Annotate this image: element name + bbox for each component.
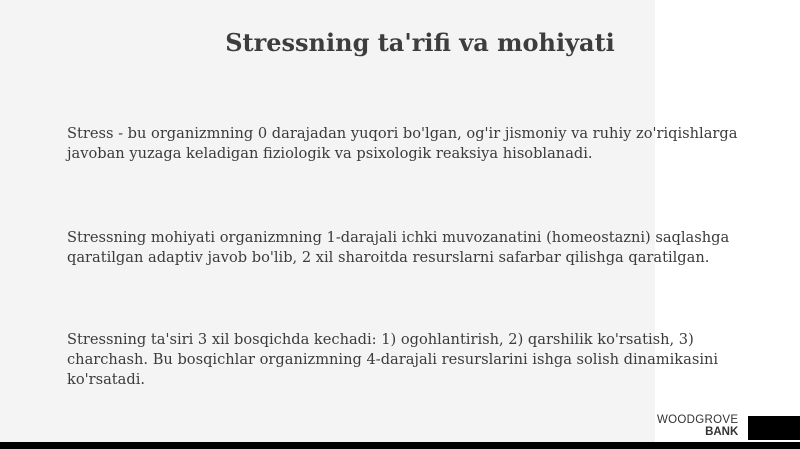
logo-block (748, 416, 800, 440)
woodgrove-bank-logo (657, 414, 738, 438)
logo-line-2: BANK (705, 426, 739, 438)
paragraph-definition: Stress - bu organizmning 0 darajadan yuqori bo'lgan, og'ir jismoniy va ruhiy zo'riqishlarga javoban yuzaga keladigan fiziologik va psixologik reaksiya hisoblanadi. (67, 125, 738, 162)
paragraph-stages: Stressning ta'siri 3 xil bosqichda kechadi: 1) ogohlantirish, 2) qarshilik ko'rsatish, 3) charchash. Bu bosqichlar organizmning 4-darajali resurslarini ishga solish dinamikasini ko'rsatadi. (67, 331, 719, 388)
paragraph-essence: Stressning mohiyati organizmning 1-darajali ichki muvozanatini (homeostazni) saqlashga qaratilgan adaptiv javob bo'lib, 2 xil sharoitda resurslarni safarbar qilishga qaratilgan. (67, 229, 730, 266)
slide-title: Stressning ta'rifi va mohiyati (225, 28, 615, 57)
logo-line-1: WOODGROVE (657, 414, 739, 426)
